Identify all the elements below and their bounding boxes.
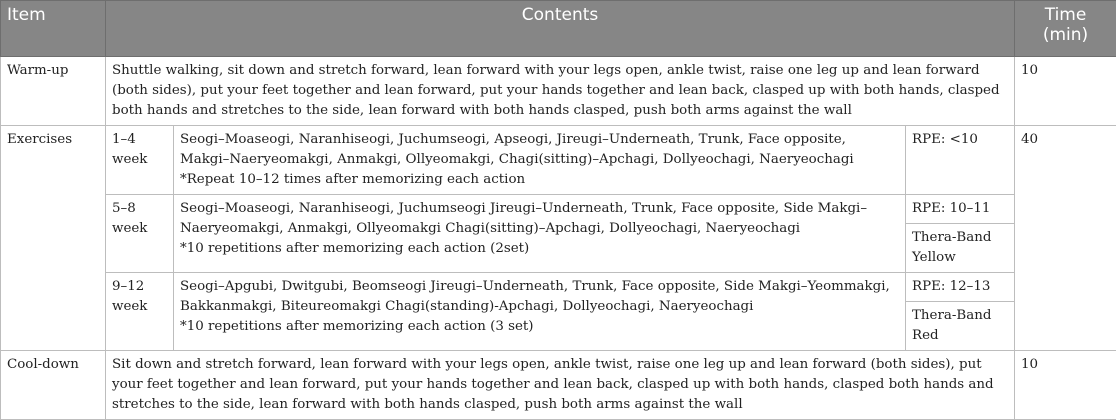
- cooldown-time: 10: [1015, 351, 1116, 420]
- phase-contents: [174, 126, 906, 195]
- header-time: Time (min): [1015, 1, 1116, 57]
- exercise-row-phase-3: [1, 273, 1116, 302]
- phase-note: *10 repetitions after memorizing each action (3 set): [180, 317, 899, 337]
- warmup-row: [1, 57, 1116, 126]
- phase-line: Seogi–Moaseogi, Naranhiseogi, Juchumseogi Jireugi–Underneath, Trunk, Face opposite, Side Makgi–Naeryeomakgi, Anmakgi, Ollyeomakgi Chagi(sitting)–Apchagi, Dollyeochagi, Naeryeochagi: [180, 199, 899, 239]
- phase-rpe: RPE: 10–11: [906, 195, 1015, 224]
- phase-band: Thera-Band Yellow: [906, 224, 1015, 273]
- warmup-time: 10: [1015, 57, 1116, 126]
- cooldown-contents: Sit down and stretch forward, lean forward with your legs open, ankle twist, raise one leg up and lean forward (both sides), put your feet together and lean forward, put your hands together and lean back, clasped up with both hands, clasped both hands and stretches to the side, lean forward with both hands clasped, push both arms against the wall: [106, 351, 1015, 420]
- phase-week: 5–8 week: [106, 195, 174, 273]
- header-item: Item: [1, 1, 106, 57]
- phase-rpe: RPE: <10: [906, 126, 1015, 195]
- table-header-row: [1, 1, 1116, 57]
- warmup-contents: Shuttle walking, sit down and stretch forward, lean forward with your legs open, ankle twist, raise one leg up and lean forward (both sides), put your feet together and lean forward, put your hands together and lean back, clasped up with both hands, clasped both hands and stretches to the side, lean forward with both hands clasped, push both arms against the wall: [106, 57, 1015, 126]
- exercises-time: 40: [1015, 126, 1116, 351]
- phase-band: Thera-Band Red: [906, 302, 1015, 351]
- phase-contents: [174, 273, 906, 351]
- phase-note: *Repeat 10–12 times after memorizing each action: [180, 170, 899, 190]
- phase-note: *10 repetitions after memorizing each action (2set): [180, 239, 899, 259]
- warmup-item: Warm-up: [1, 57, 106, 126]
- phase-contents: [174, 195, 906, 273]
- phase-line: Seogi–Apgubi, Dwitgubi, Beomseogi Jireugi–Underneath, Trunk, Face opposite, Side Makgi–Yeommakgi, Bakkanmakgi, Biteureomakgi Chagi(standing)-Apchagi, Dollyeochagi, Naeryeochagi: [180, 277, 899, 317]
- phase-week: 9–12 week: [106, 273, 174, 351]
- cooldown-row: [1, 351, 1116, 420]
- phase-line: Seogi–Moaseogi, Naranhiseogi, Juchumseogi, Apseogi, Jireugi–Underneath, Trunk, Face opposite, Makgi–Naeryeomakgi, Anmakgi, Ollyeomakgi, Chagi(sitting)–Apchagi, Dollyeochagi, Naeryeochagi: [180, 130, 899, 170]
- exercise-row-phase-1: [1, 126, 1116, 195]
- header-contents: Contents: [106, 1, 1015, 57]
- phase-rpe: RPE: 12–13: [906, 273, 1015, 302]
- exercise-row-phase-2: [1, 195, 1116, 224]
- cooldown-item: Cool-down: [1, 351, 106, 420]
- exercises-item: Exercises: [1, 126, 106, 351]
- phase-week: 1–4 week: [106, 126, 174, 195]
